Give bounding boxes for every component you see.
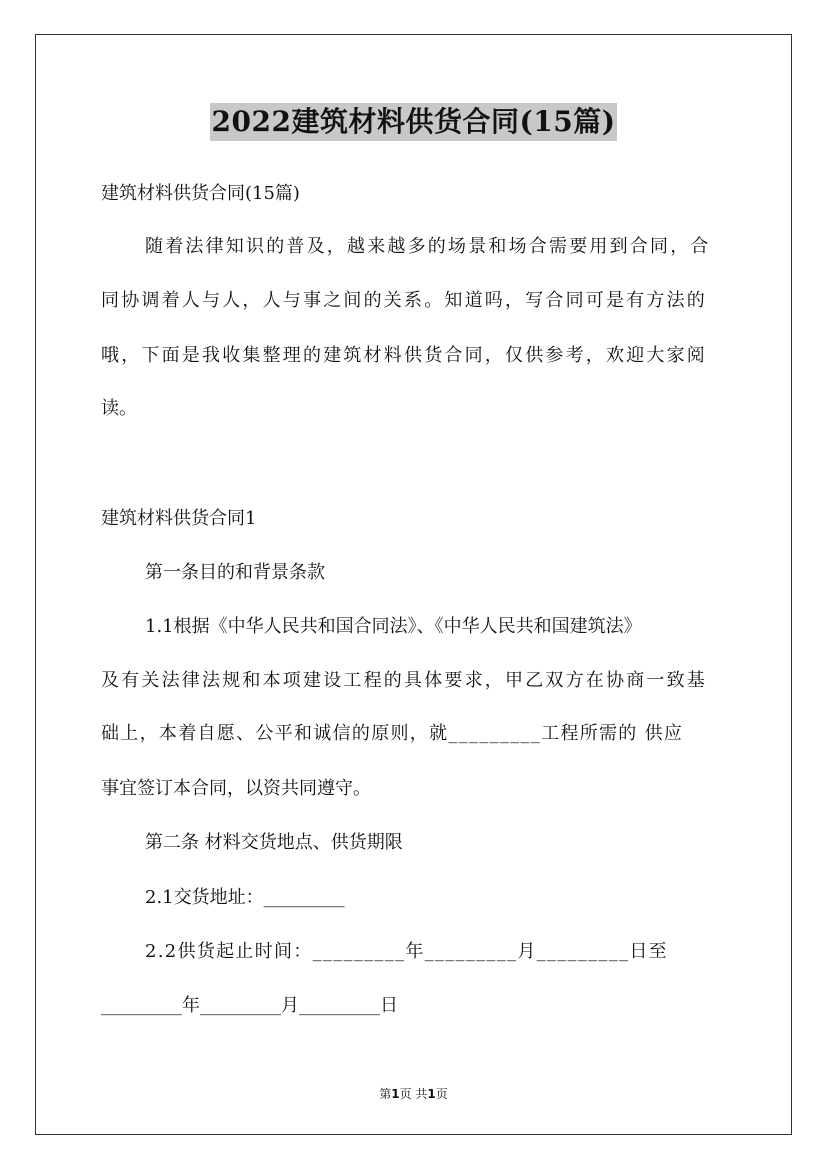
- article-2-2-line-1: 2.2供货起止时间：_________年_________月_________日至: [145, 941, 668, 962]
- article-1-1-line-4: 事宜签订本合同，以资共同遵守。: [101, 778, 371, 799]
- article-2-title: 第二条 材料交货地点、供货期限: [145, 832, 403, 853]
- document-title: 2022建筑材料供货合同(15篇): [210, 103, 618, 141]
- intro-line-4: 读。: [101, 398, 137, 419]
- document-subtitle: 建筑材料供货合同(15篇): [101, 183, 300, 204]
- footer-page-prefix: 第: [379, 1087, 392, 1101]
- title-container: [0, 103, 827, 141]
- article-2-1: 2.1交货地址：_________: [145, 887, 345, 908]
- intro-line-3: 哦，下面是我收集整理的建筑材料供货合同，仅供参考，欢迎大家阅: [101, 345, 707, 366]
- intro-line-1: 随着法律知识的普及，越来越多的场景和场合需要用到合同，合: [145, 236, 711, 257]
- footer-page-mid: 页 共: [399, 1087, 428, 1101]
- article-1-1-line-2: 及有关法律法规和本项建设工程的具体要求，甲乙双方在协商一致基: [101, 670, 707, 691]
- footer-page-total: 1: [427, 1087, 436, 1101]
- page-footer: [0, 1085, 827, 1102]
- footer-page-suffix: 页: [435, 1087, 448, 1101]
- intro-line-2: 同协调着人与人，人与事之间的关系。知道吗，写合同可是有方法的: [101, 290, 707, 311]
- article-1-title: 第一条目的和背景条款: [145, 562, 325, 583]
- footer-page-current: 1: [391, 1087, 400, 1101]
- article-2-2-line-2: _________年_________月_________日: [101, 995, 398, 1016]
- article-1-1-line-1: 1.1根据《中华人民共和国合同法》、《中华人民共和国建筑法》: [145, 616, 642, 637]
- contract-heading: 建筑材料供货合同1: [101, 508, 257, 529]
- article-1-1-line-3: 础上，本着自愿、公平和诚信的原则，就_________工程所需的 供应: [101, 723, 684, 744]
